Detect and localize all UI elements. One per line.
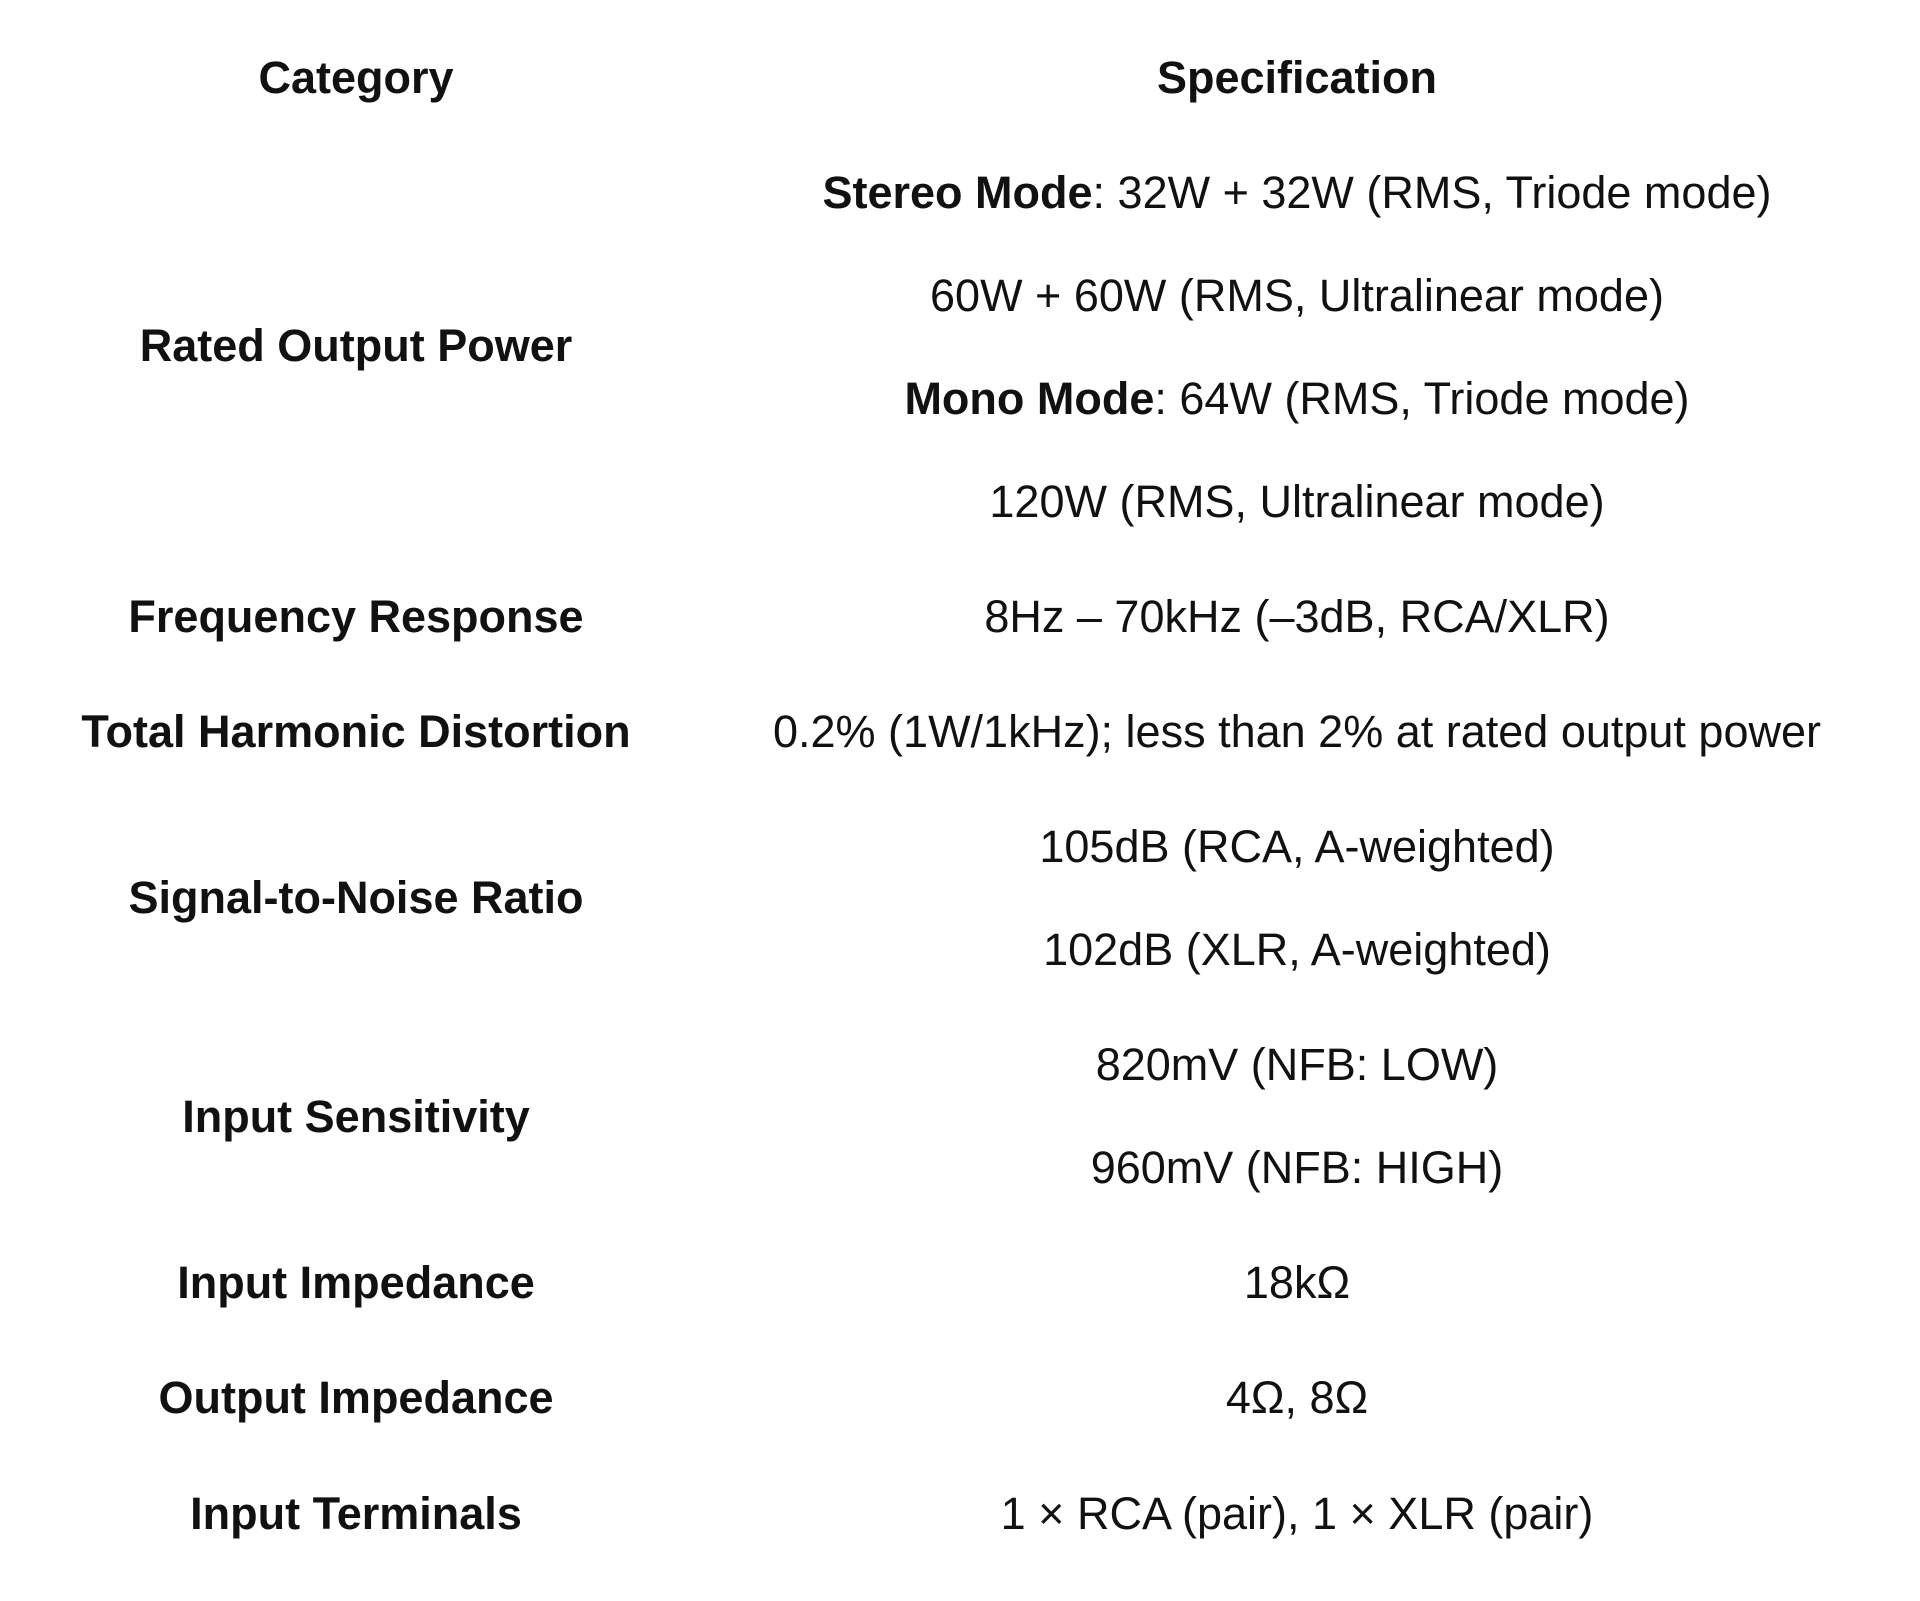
spec-line	[712, 702, 1882, 762]
spec-line	[712, 1484, 1882, 1544]
spec-line	[712, 920, 1882, 980]
spec-line-text: 4Ω, 8Ω	[1225, 1372, 1369, 1423]
header-category: Category	[258, 52, 454, 103]
row-category-input-sensitivity: Input Sensitivity	[182, 1091, 530, 1142]
spec-line-text: : 32W + 32W (RMS, Triode mode)	[1092, 167, 1772, 218]
spec-line-text: 8Hz – 70kHz (–3dB, RCA/XLR)	[984, 591, 1610, 642]
spec-line-text: 105dB (RCA, A-weighted)	[1039, 821, 1555, 872]
spec-line-text: 1 × RCA (pair), 1 × XLR (pair)	[1000, 1488, 1594, 1539]
spec-line	[712, 472, 1882, 532]
spec-line-label: Mono Mode	[904, 373, 1155, 424]
header-specification: Specification	[1156, 52, 1438, 103]
row-category-total-harmonic-distortion: Total Harmonic Distortion	[81, 706, 631, 757]
spec-line-text: 0.2% (1W/1kHz); less than 2% at rated output power	[772, 706, 1821, 757]
spec-line	[712, 1138, 1882, 1198]
row-category-rated-output-power: Rated Output Power	[139, 320, 573, 371]
spec-line-text: 820mV (NFB: LOW)	[1095, 1039, 1499, 1090]
spec-line	[712, 163, 1882, 223]
spec-line	[712, 1253, 1882, 1313]
spec-line	[712, 1035, 1882, 1095]
spec-line-label: Stereo Mode	[822, 167, 1093, 218]
spec-line	[712, 266, 1882, 326]
spec-line-text: 120W (RMS, Ultralinear mode)	[989, 476, 1605, 527]
row-category-output-impedance: Output Impedance	[158, 1372, 554, 1423]
spec-line	[712, 817, 1882, 877]
row-category-input-impedance: Input Impedance	[177, 1257, 535, 1308]
row-category-signal-to-noise-ratio: Signal-to-Noise Ratio	[128, 872, 584, 923]
spec-line-text: 960mV (NFB: HIGH)	[1090, 1142, 1504, 1193]
spec-line-text: 18kΩ	[1243, 1257, 1351, 1308]
spec-line	[712, 369, 1882, 429]
spec-line	[712, 587, 1882, 647]
spec-line-text: 60W + 60W (RMS, Ultralinear mode)	[930, 270, 1664, 321]
spec-line	[712, 1368, 1882, 1428]
row-category-frequency-response: Frequency Response	[128, 591, 584, 642]
spec-line-text: : 64W (RMS, Triode mode)	[1154, 373, 1690, 424]
spec-line-text: 102dB (XLR, A-weighted)	[1043, 924, 1551, 975]
row-category-input-terminals: Input Terminals	[190, 1488, 522, 1539]
